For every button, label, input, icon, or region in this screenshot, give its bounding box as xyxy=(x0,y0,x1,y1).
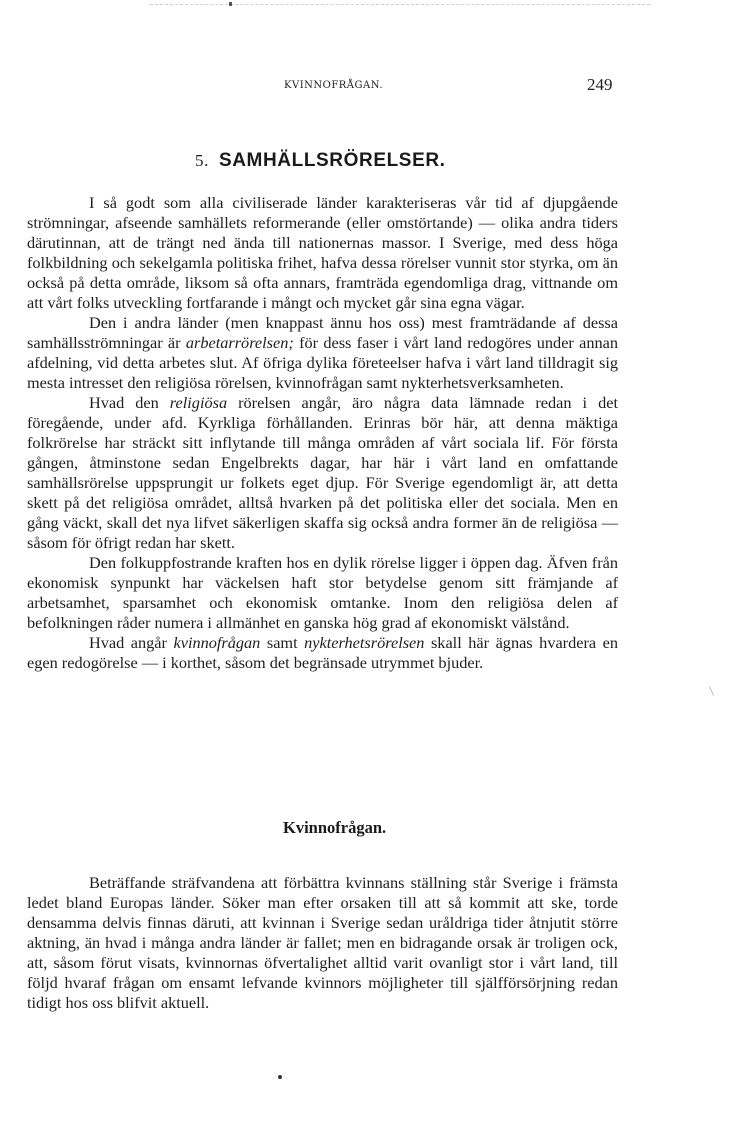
scan-artifact-dot xyxy=(278,1075,282,1079)
body-text-section-1 xyxy=(27,193,618,673)
scan-artifact-dot xyxy=(229,2,232,6)
paragraph-text: för dess faser i vårt land redogöres under annan afdelning, vid detta arbetes slut. Af öfriga dylika företeelser hafva i vårt land tilldragit sig mesta intresset den religiösa rörelsen, kvinnofrågan samt nykterhetsverksamheten. xyxy=(27,333,618,392)
margin-mark xyxy=(709,686,714,695)
paragraph-text: samt xyxy=(260,633,305,652)
paragraph-text: Hvad angår xyxy=(89,633,174,652)
body-text-section-2 xyxy=(27,873,618,1013)
page-number: 249 xyxy=(587,75,613,94)
section-title-text: SAMHÄLLSRÖRELSER. xyxy=(218,150,446,171)
section-title xyxy=(195,150,446,172)
paragraph-text: Hvad den xyxy=(89,393,170,412)
emphasis-text: nykterhetsrörelsen xyxy=(304,633,425,652)
running-head: KVINNOFRÅGAN. xyxy=(284,80,384,91)
paragraph xyxy=(27,633,618,673)
paragraph-text: Den folkuppfostrande kraften hos en dylik rörelse ligger i öppen dag. Äfven från ekonomisk synpunkt har väckelsen haft stor betydelse genom sitt främjande af arbetsamhet, sparsamhet och ekonomisk omtanke. Inom den religiösa delen af befolkningen råder numera i allmänhet en ganska hög grad af ekonomiskt välstånd. xyxy=(27,553,618,632)
paragraph xyxy=(27,313,618,393)
paragraph-text: rörelsen angår, äro några data lämnade redan i det föregående, under afd. Kyrkliga förhållanden. Erinras bör här, att denna mäktiga folkrörelse har sträckt sitt inflytande till många områden af vårt sociala lif. För första gången, åtminstone sedan Engelbrekts dagar, har här i vårt land en omfattande samhällsrörelse uppsprungit ur folkets eget djup. För Sverige egendomligt är, att detta skett på det religiösa området, alltså hvarken på det politiska eller det sociala. Men en gång väckt, skall det nya lifvet säkerligen skaffa sig också andra former än de religiösa — såsom för öfrigt redan har skett. xyxy=(27,393,618,552)
scan-artifact-line xyxy=(150,4,650,5)
emphasis-text: arbetarrörelsen; xyxy=(185,333,294,352)
paragraph-text: Beträffande sträfvandena att förbättra kvinnans ställning står Sverige i främsta ledet bland Europas länder. Söker man efter orsaken till att så kommit att ske, torde densamma delvis finnas däruti, att kvinnan i Sverige sedan uråldriga tider åtnjutit större aktning, än hvad i många andra länder är fallet; men en bidragande orsak är troligen ock, att, såsom förut visats, kvinnornas öfvertalighet alltid varit ovanligt stor i vårt land, till följd hvaraf frågan om ensamt lefvande kvinnors möjligheter till själfförsörjning redan tidigt hos oss blifvit aktuell. xyxy=(27,873,618,1012)
subheading: Kvinnofrågan. xyxy=(283,818,387,837)
section-number: 5. xyxy=(195,151,209,170)
emphasis-text: kvinnofrågan xyxy=(173,633,261,652)
paragraph-text: skall här ägnas hvardera en egen redogörelse — i korthet, såsom det begränsade utrymmet bjuder. xyxy=(27,633,619,672)
paragraph xyxy=(27,873,618,1013)
paragraph xyxy=(27,393,618,553)
paragraph xyxy=(27,193,618,313)
paragraph-text: Den i andra länder (men knappast ännu hos oss) mest framträdande af dessa samhällsströmningar är xyxy=(27,313,618,352)
paragraph xyxy=(27,553,618,633)
paragraph-text: I så godt som alla civiliserade länder karakteriseras vår tid af djupgående strömningar, afseende samhällets reformerande (eller omstörtande) — olika andra tiders därutinnan, att de trängt ned ända till nationernas massor. I Sverige, med dess höga folkbildning och sekelgamla politiska frihet, hafva dessa rörelser vunnit stor styrka, om än också på detta område, liksom så ofta annars, framträda egendomliga drag, vittnande om att vårt folks utveckling fortfarande i mångt och mycket går sina egna vägar. xyxy=(27,193,618,312)
emphasis-text: religiösa xyxy=(169,393,228,412)
